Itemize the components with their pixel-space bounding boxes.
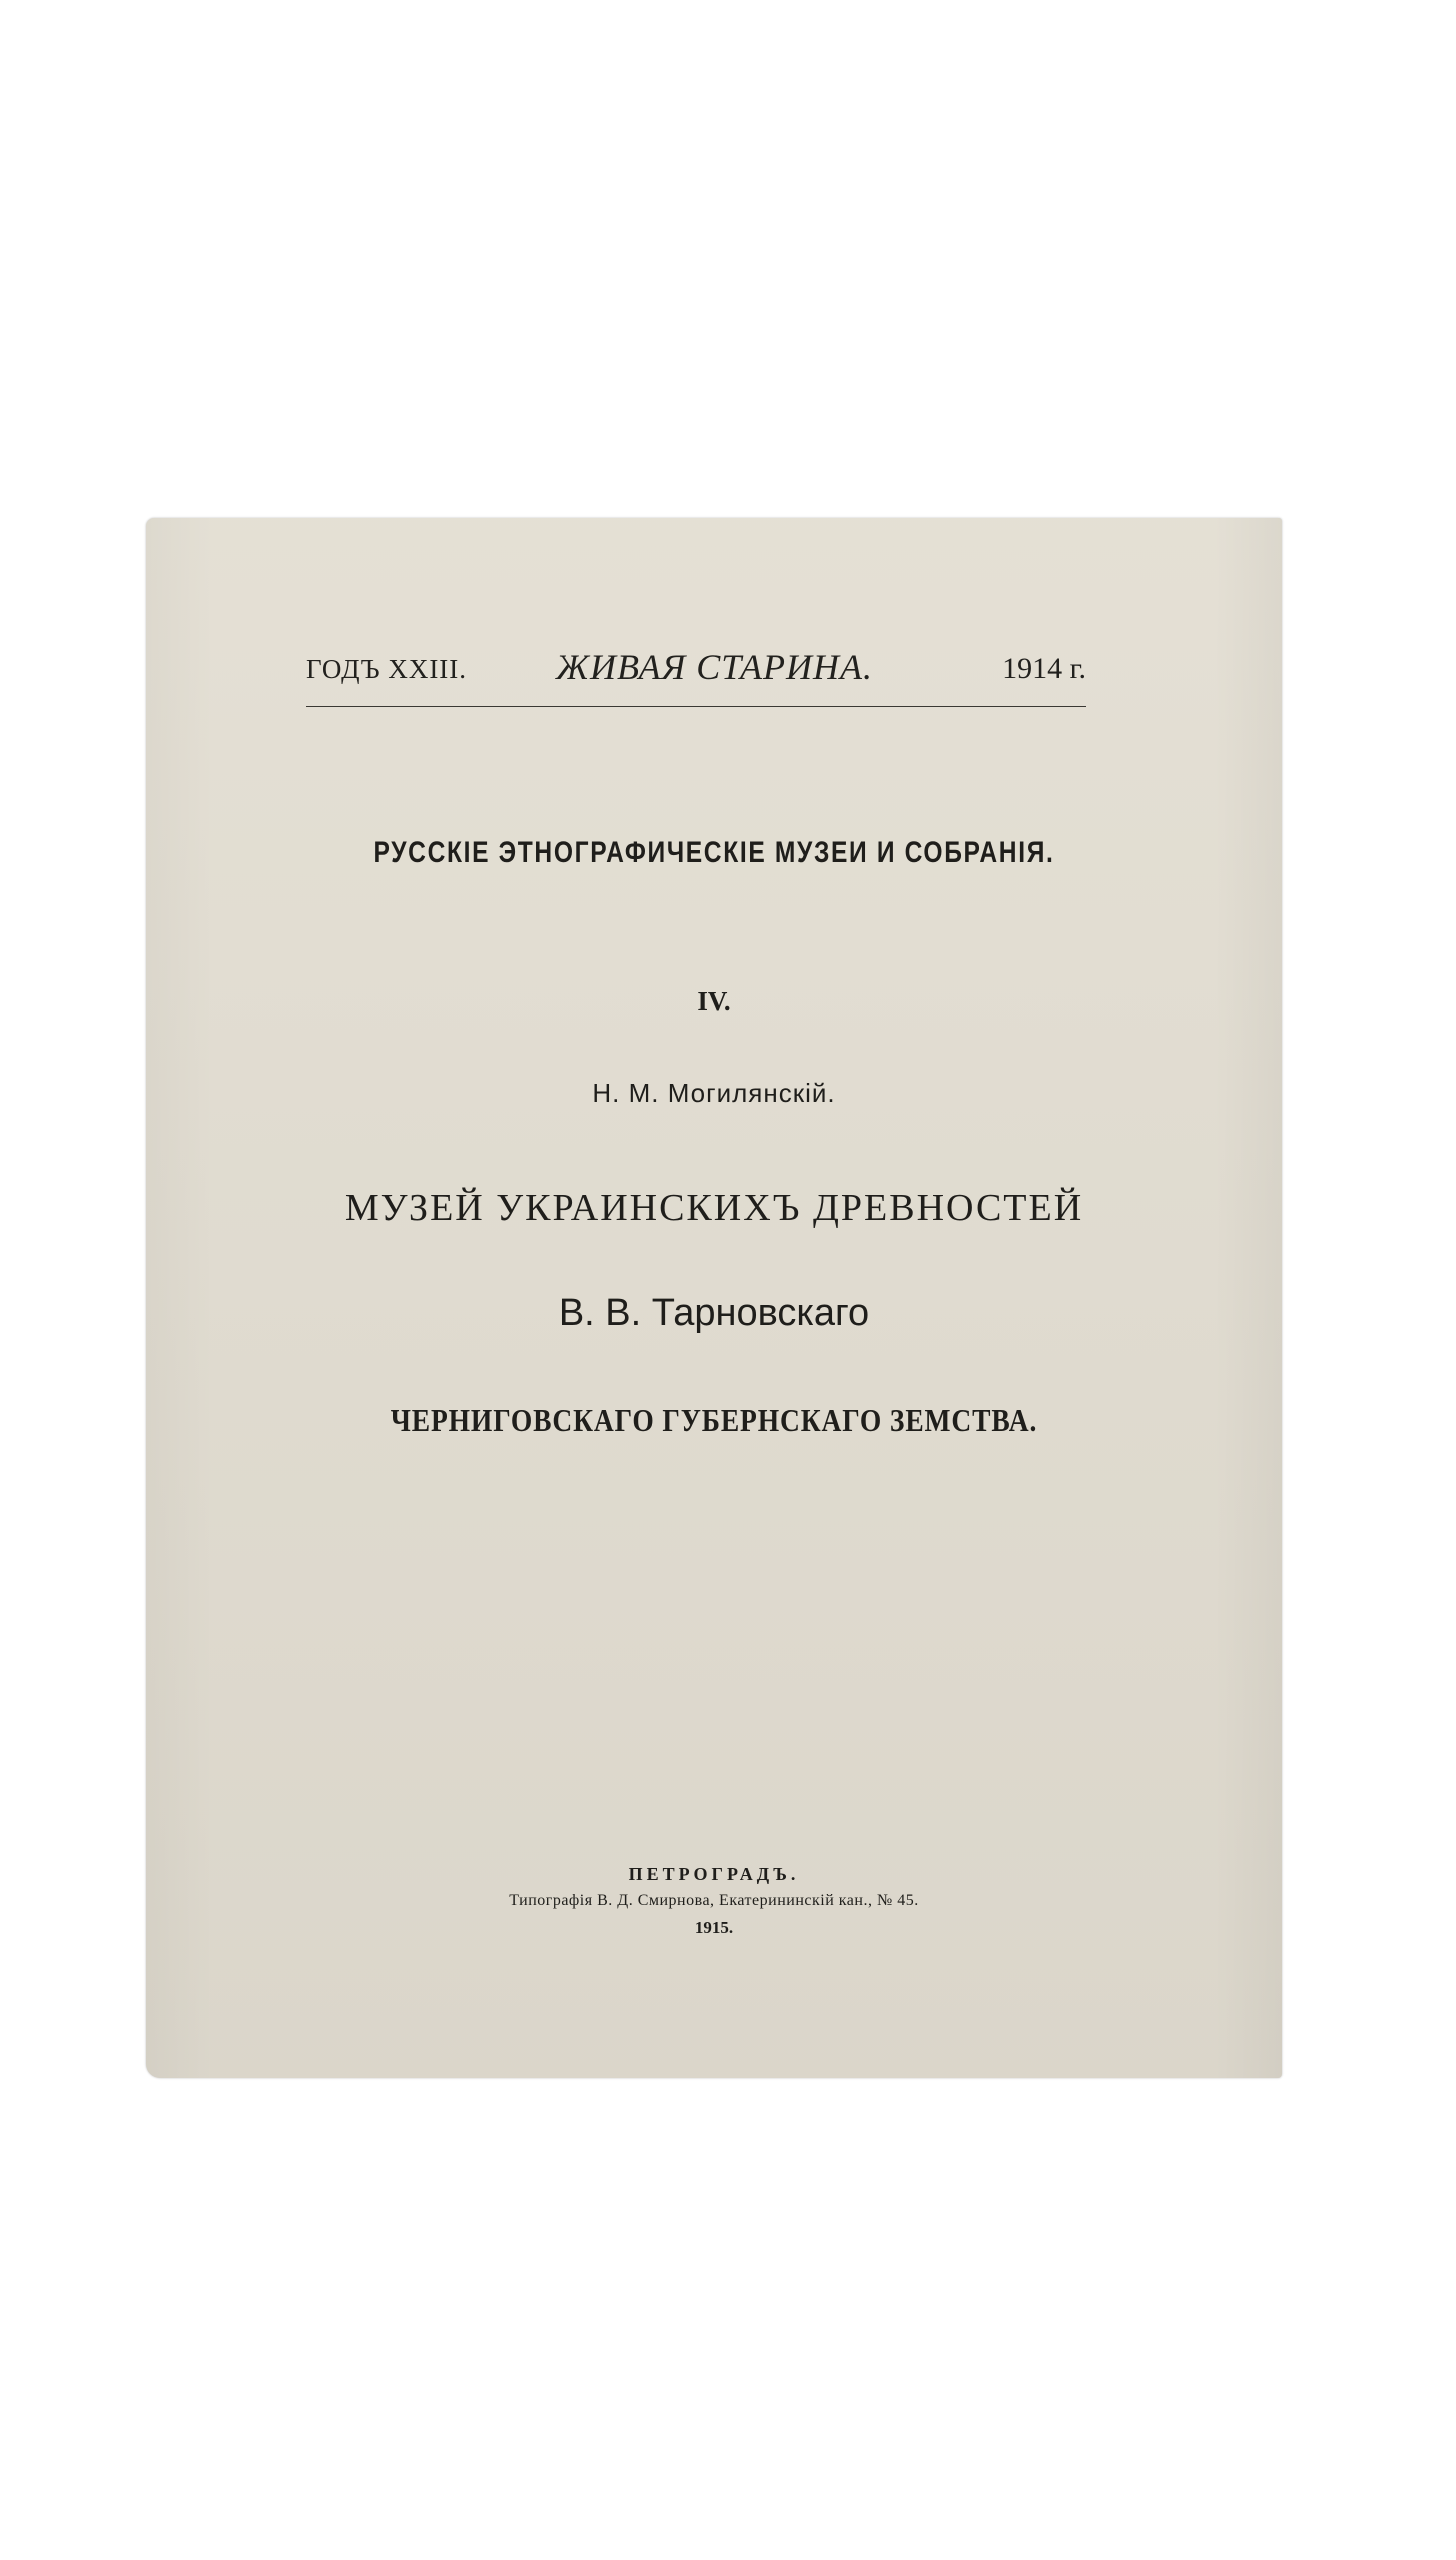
- institution-name: ЧЕРНИГОВСКАГО ГУБЕРНСКАГО ЗЕМСТВА.: [390, 1402, 1038, 1438]
- masthead-journal-title: ЖИВАЯ СТАРИНА.: [556, 647, 873, 687]
- author-name: Н. М. Могилянскій.: [592, 1078, 836, 1108]
- masthead: [306, 646, 1086, 707]
- subject-name: В. В. Тарновскаго: [558, 1292, 870, 1334]
- part-number: IV.: [697, 986, 731, 1016]
- imprint-city: ПЕТРОГРАДЪ.: [628, 1864, 800, 1884]
- masthead-year: 1914 г.: [1002, 652, 1086, 685]
- imprint-year: 1915.: [694, 1918, 734, 1937]
- title-page: [146, 518, 1282, 2078]
- imprint-printer: Типографія В. Д. Смирнова, Екатерининскій кан., № 45.: [509, 1892, 919, 1909]
- series-title: РУССКІЕ ЭТНОГРАФИЧЕСКІЕ МУЗЕИ И СОБРАНІЯ.: [373, 836, 1055, 869]
- main-title: МУЗЕЙ УКРАИНСКИХЪ ДРЕВНОСТЕЙ: [344, 1187, 1084, 1229]
- masthead-volume: ГОДЪ XXIII.: [306, 654, 468, 684]
